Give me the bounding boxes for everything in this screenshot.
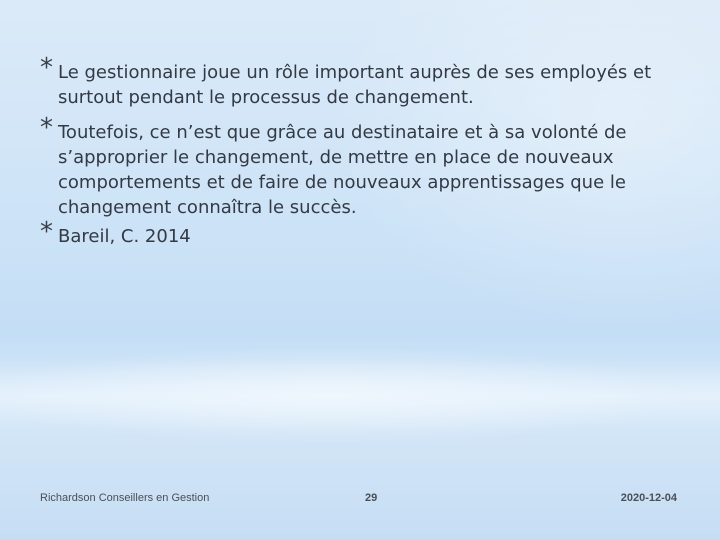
bullet-star-icon: * [40, 53, 53, 83]
footer-date: 2020-12-04 [620, 492, 677, 504]
bullet-item-recipient-role [40, 113, 680, 220]
bullet-item-manager-role [40, 53, 680, 110]
bullet-star-icon: * [40, 113, 53, 143]
background-sheen [0, 360, 720, 430]
bullet-list [40, 53, 680, 259]
bullet-text: Toutefois, ce n’est que grâce au destinataire et à sa volonté de s’approprier le changement, de mettre en place de nouveaux comportements et de faire de nouveaux apprentissages que le changement connaîtra le succès. [58, 122, 627, 218]
bullet-item-source [40, 217, 680, 249]
bullet-text: Bareil, C. 2014 [58, 226, 191, 247]
footer-organization: Richardson Conseillers en Gestion [40, 492, 210, 504]
bullet-star-icon: * [40, 217, 53, 247]
footer-page-number: 29 [365, 492, 378, 504]
bullet-text: Le gestionnaire joue un rôle important auprès de ses employés et surtout pendant le processus de changement. [58, 62, 652, 108]
